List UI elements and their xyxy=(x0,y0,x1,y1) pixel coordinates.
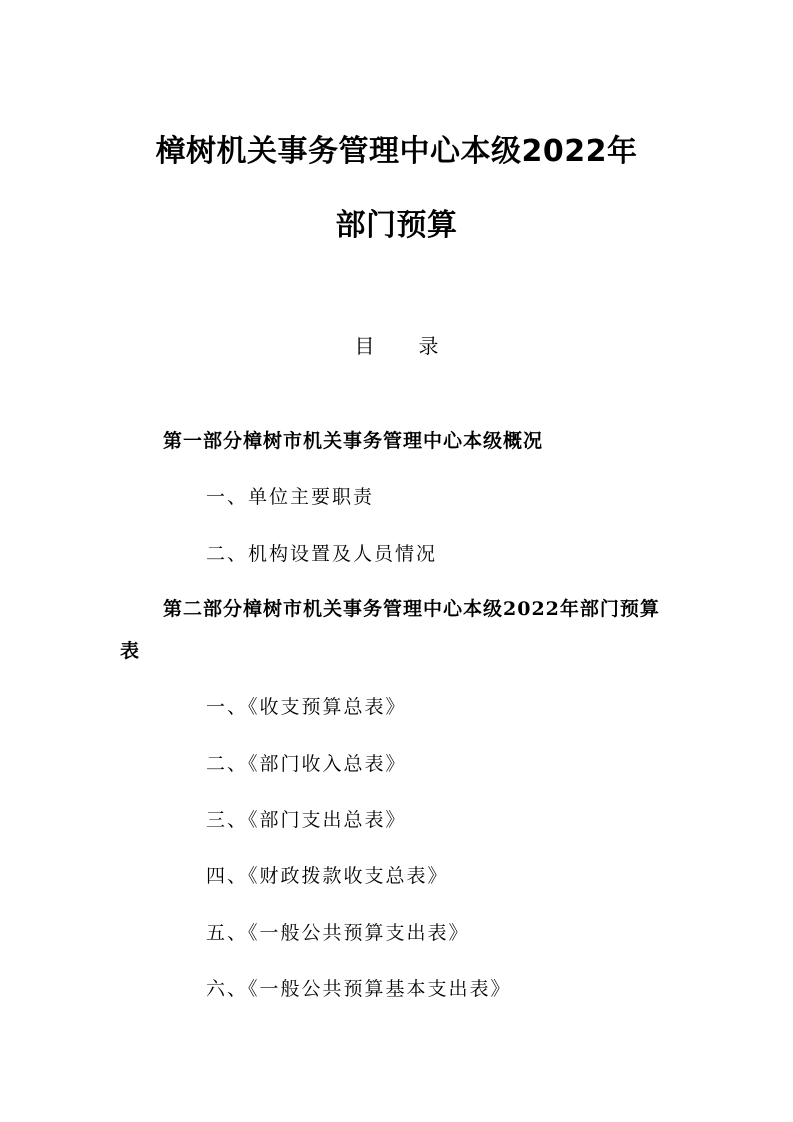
toc-part-1-item: 一、单位主要职责 xyxy=(206,486,375,508)
toc-heading-char-2: 录 xyxy=(418,334,439,358)
toc-part-1-item: 二、机构设置及人员情况 xyxy=(206,543,438,565)
toc-part-2-item: 二、《部门收入总表》 xyxy=(206,753,407,775)
toc-part-2-item: 一、《收支预算总表》 xyxy=(206,696,407,718)
toc-part-1-title: 第一部分樟树市机关事务管理中心本级概况 xyxy=(163,430,544,452)
toc-part-2-item: 五、《一般公共预算支出表》 xyxy=(206,922,470,944)
toc-part-2-item: 四、《财政拨款收支总表》 xyxy=(206,865,449,887)
toc-heading xyxy=(0,330,793,359)
toc-part-2-title: 第二部分樟树市机关事务管理中心本级2022年部门预算 xyxy=(163,598,660,620)
toc-part-2-title-continued: 表 xyxy=(120,640,140,662)
toc-part-2-item: 三、《部门支出总表》 xyxy=(206,809,407,831)
toc-part-2-item: 六、《一般公共预算基本支出表》 xyxy=(206,978,512,1000)
document-title-line-2: 部门预算 xyxy=(335,208,458,243)
toc-heading-char-1: 目 xyxy=(354,334,375,358)
document-title-line-1: 樟树机关事务管理中心本级2022年 xyxy=(155,134,638,169)
